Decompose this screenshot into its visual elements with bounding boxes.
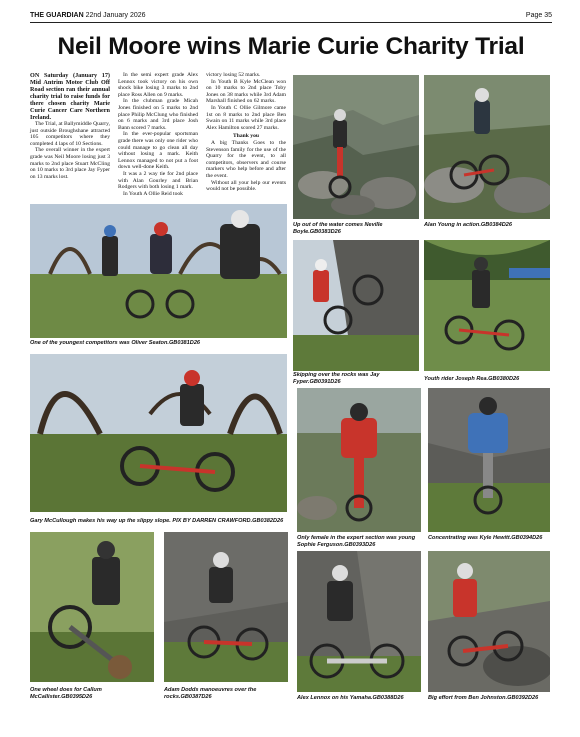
caption-alex-lennox: Alex Lennox on his Yamaha.GB0388D26 [297,695,404,701]
caption-jay-fyper: Skipping over the rocks was Jay Fyper.GB0391D26 [293,372,380,385]
photo-kyle-hewitt [428,388,550,532]
thanks-heading: Thank you [233,133,259,140]
caption-alan-young: Alan Young in action.GB0384D26 [424,222,512,228]
headline: Neil Moore wins Marie Curie Charity Trial [57,33,525,60]
caption-sophie-ferguson: Only female in the expert section was young Sophie Ferguson.GB0393D26 [297,535,416,548]
photo-alan-young [424,75,550,219]
caption-oliver-seaton: One of the youngest competitors was Oliver Seaton.GB0381D26 [30,340,201,346]
article-paragraph: In Youth C Ollie Gilmore came 1st on 8 marks to 2nd place Ben Swain on 11 marks while 3rd place Alex Hamilton scored 27 marks. [206,104,286,131]
photo-alex-lennox [297,551,421,692]
article-paragraph: In the ever-popular sportsman grade there was only one rider who could manage to go clean all day without losing a mark. Keith Lennox managed to not put a foot down well-done Keith. [118,131,198,171]
issue-date: 22nd January 2026 [83,12,146,19]
photo-sophie-ferguson [297,388,421,532]
photo-jay-fyper [293,240,419,371]
article-body [30,72,287,217]
photo-callum-mccallister [30,532,154,682]
masthead [30,10,552,23]
photo-neville-boyle [293,75,419,219]
article-paragraph: Without all your help our events would not be possible. [206,179,286,193]
caption-ben-johnston: Big effort from Ben Johnston.GB0392D26 [428,695,539,701]
article-column-3 [206,72,286,193]
photo-ben-johnston [428,551,550,692]
article-paragraph: In the semi expert grade Alex Lennox took victory on his own shock bike losing 3 marks to 2nd place Ross Allen on 9 marks. [118,72,198,98]
article-column-1 [30,72,110,180]
caption-callum-mccallister: One wheel does for Callum McCallister.GB0395D26 [30,687,102,700]
caption-neville-boyle: Up out of the water comes Neville Boyle.GB0383D26 [293,222,383,235]
article-paragraph: In Youth B Kyle McClean won on 10 marks to 2nd place Toby Jones on 38 marks while 3rd Adam Marshall finished on 62 marks. [206,78,286,105]
article-paragraph: The overall winner in the expert grade was Neil Moore losing just 3 marks to 2nd place Stuart McCling on 10 marks to 3rd place Jay Fyper on 13 marks lost. [30,147,110,180]
article-paragraph: victory losing 52 marks. [206,72,261,78]
caption-joseph-rea: Youth rider Joseph Rea.GB0380D26 [424,376,520,382]
article-paragraph: It was a 2 way tie for 2nd place with Alan Gourley and Brian Rodgers with both losing 1 mark. [118,170,198,191]
article-paragraph: The Trial, at Ballymiddle Quarry, just outside Broughshane attracted 105 competitors where they completed 4 laps of 10 Sections. [30,121,110,147]
article-column-2 [118,72,198,197]
caption-kyle-hewitt: Concentrating was Kyle Hewitt.GB0394D26 [428,535,543,541]
article-paragraph: A big Thanks Goes to the Stevenson family for the use of the Quarry for the event, to all competitors, observers and course markers who help before and after the event. [206,139,286,179]
article-paragraph: In Youth A Ollie Reid took [123,190,183,197]
article-lead: ON Saturday (January 17) Mid Antrim Motor Club Off Road section ran their annual charity trial to raise funds for there chosen charity Marie Curie Cancer Care Northern Ireland. [30,72,110,121]
caption-gary-mccullough: Gary McCullough makes his way up the slippy slope. PIX BY DARREN CRAWFORD.GB0382D26 [30,518,284,524]
article-paragraph: In the clubman grade Micah Jones finished on 5 marks to 2nd place Philip McClung who finished on 6 marks and 3rd place Josh Bann scored 7 marks. [118,98,198,131]
page-number: Page 35 [525,12,552,19]
paper-name: THE GUARDIAN [30,12,84,19]
caption-adam-dodds: Adam Dodds manoeuvres over the rocks.GB0387D26 [164,687,257,700]
photo-joseph-rea [424,240,550,371]
photo-oliver-seaton [30,204,287,338]
photo-gary-mccullough [30,354,287,512]
photo-adam-dodds [164,532,288,682]
